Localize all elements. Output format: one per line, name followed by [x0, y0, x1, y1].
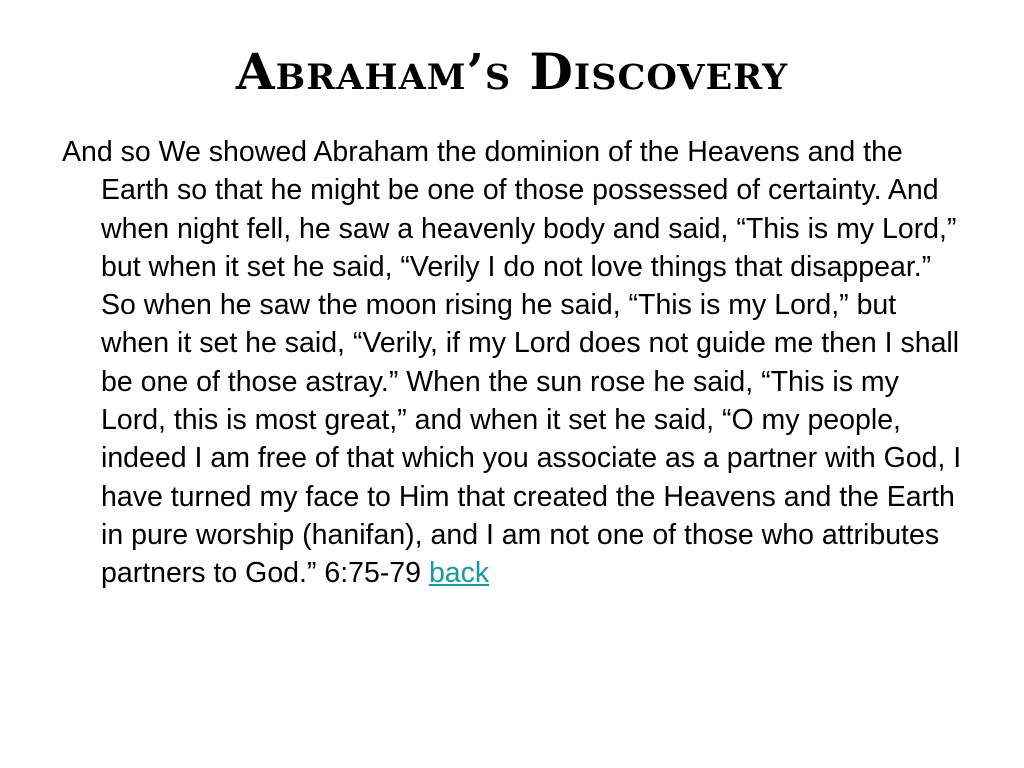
back-link[interactable]: back — [428, 557, 490, 590]
slide-title: Abraham’s Discovery — [235, 42, 789, 101]
quote-text: And so We showed Abraham the dominion of the Heavens and the Earth so that he might be one of those possessed of certainty. And when night fell, he saw a heavenly body and said, “This is my Lord,” but when it set he said, “Verily I do not love things that disappear.” So when he saw the moon rising he said, “This is my Lord,” but when it set he said, “Verily, if my Lord does not guide me then I shall be one of those astray.” When the sun rose he said, “This is my Lord, this is most great,” and when it set he said, “O my people, indeed I am free of that which you associate as a partner with God, I have turned my face to Him that created the Heavens and the Earth in pure worship (hanifan), and I am not one of those who attributes partners to God.” 6:75-79 — [62, 136, 962, 590]
quote-paragraph — [62, 133, 962, 593]
